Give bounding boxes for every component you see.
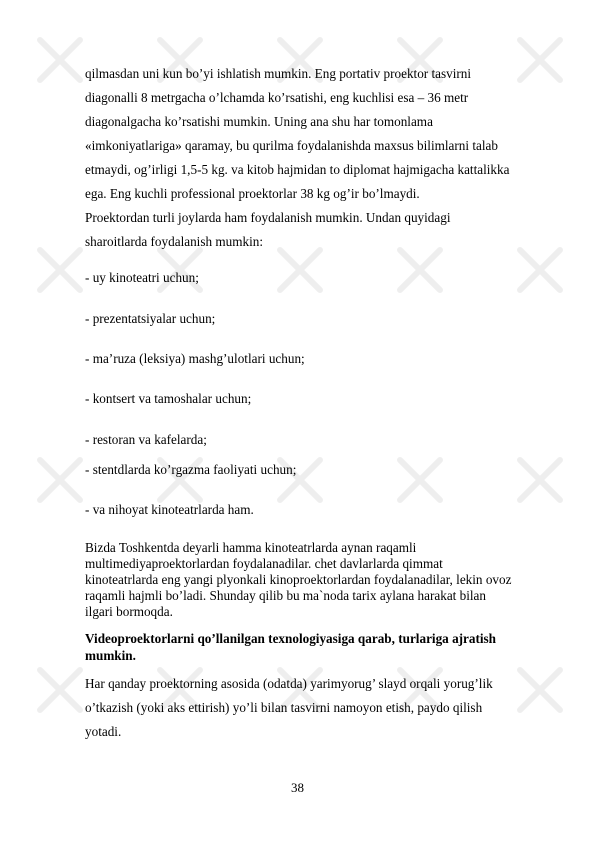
paragraph-line: Proektordan turli joylarda ham foydalanish mumkin. Undan quyidagi bbox=[85, 210, 451, 225]
list-item: - restoran va kafelarda; bbox=[85, 432, 207, 447]
paragraph-line: «imkoniyatlariga» qaramay, bu qurilma foydalanishda maxsus bilimlarni talab bbox=[85, 138, 498, 153]
section-heading: Videoproektorlarni qo’llanilgan texnologiyasiga qarab, turlariga ajratish bbox=[85, 631, 497, 646]
list-item: - uy kinoteatri uchun; bbox=[85, 270, 199, 285]
paragraph-line: ilgari bormoqda. bbox=[85, 604, 173, 619]
page-number: 38 bbox=[291, 780, 304, 795]
paragraph-line: diagonalgacha ko’rsatishi mumkin. Uning ana shu har tomonlama bbox=[85, 114, 433, 129]
list-item: - stentdlarda ko’rgazma faoliyati uchun; bbox=[85, 462, 297, 477]
paragraph-line: yotadi. bbox=[85, 724, 122, 739]
paragraph-line: raqamli hajmli bo’ladi. Shunday qilib bu ma`noda tarix aylana harakat bilan bbox=[85, 588, 487, 603]
section-heading: mumkin. bbox=[85, 648, 136, 663]
paragraph-line: kinoteatrlarda eng yangi plyonkali kinoproektorlardan foydalanadilar, lekin ovoz bbox=[85, 572, 512, 587]
paragraph-line: etmaydi, og’irligi 1,5-5 kg. va kitob hajmidan to diplomat hajmigacha kattalikka bbox=[85, 162, 510, 177]
paragraph-line: multimediyaproektorlardan foydalanadilar. chet davlarlarda qimmat bbox=[85, 556, 443, 571]
list-item: - ma’ruza (leksiya) mashg’ulotlari uchun; bbox=[85, 351, 305, 366]
paragraph-line: Har qanday proektorning asosida (odatda) yarimyorug’ slayd orqali yorug’lik bbox=[85, 676, 493, 691]
list-item: - prezentatsiyalar uchun; bbox=[85, 311, 216, 326]
paragraph-line: ega. Eng kuchli professional proektorlar 38 kg og’ir bo’lmaydi. bbox=[85, 186, 420, 201]
paragraph-line: sharoitlarda foydalanish mumkin: bbox=[85, 234, 263, 249]
paragraph-line: Bizda Toshkentda deyarli hamma kinoteatrlarda aynan raqamli bbox=[85, 540, 417, 555]
list-item: - kontsert va tamoshalar uchun; bbox=[85, 391, 252, 406]
paragraph-line: diagonalli 8 metrgacha o’lchamda ko’rsatishi, eng kuchlisi esa – 36 metr bbox=[85, 90, 469, 105]
paragraph-line: qilmasdan uni kun bo’yi ishlatish mumkin. Eng portativ proektor tasvirni bbox=[85, 66, 472, 81]
paragraph-line: o’tkazish (yoki aks ettirish) yo’li bilan tasvirni namoyon etish, paydo qilish bbox=[85, 700, 483, 715]
list-item: - va nihoyat kinoteatrlarda ham. bbox=[85, 502, 254, 517]
